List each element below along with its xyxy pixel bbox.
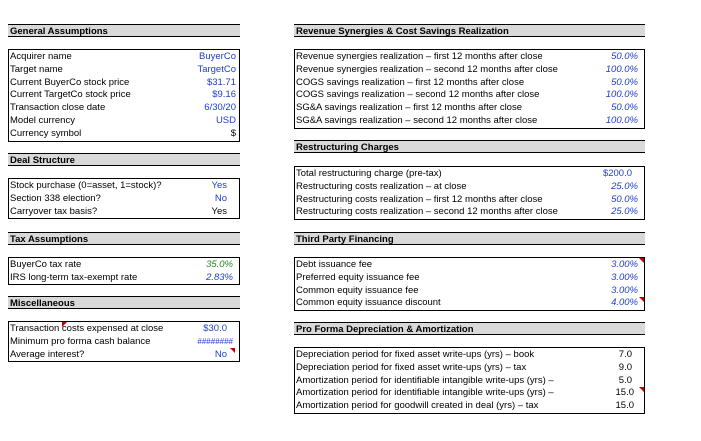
table-row[interactable]: Total restructuring charge (pre-tax) $200.0 (296, 168, 632, 179)
table-row[interactable]: Revenue synergies realization – first 12 months after close 50.0% (296, 51, 638, 62)
table-row[interactable]: Restructuring costs realization – at close 25.0% (296, 180, 638, 192)
table-row[interactable]: Minimum pro forma cash balance ######## (10, 335, 233, 347)
cell-value[interactable]: ######## (197, 336, 233, 346)
table-row[interactable]: COGS savings realization – second 12 months after close 100.0% (296, 89, 638, 101)
cell-value[interactable]: BuyerCo (199, 51, 236, 62)
cell-value[interactable]: 50.0% (611, 51, 638, 62)
cell-value[interactable]: USD (215, 115, 236, 126)
comment-indicator-icon[interactable] (230, 348, 235, 353)
cell-value[interactable]: 100.0% (605, 89, 638, 101)
table-row[interactable]: IRS long-term tax-exempt rate 2.83% (10, 271, 233, 283)
cell-value[interactable]: No (214, 192, 227, 204)
cell-value[interactable]: $200.0 (602, 168, 632, 179)
table-row[interactable]: Carryover tax basis? Yes (10, 205, 227, 217)
table-row[interactable]: Target name TargetCo (10, 63, 236, 75)
cell-value[interactable]: 7.0 (618, 349, 632, 360)
comment-indicator-icon[interactable] (639, 258, 644, 263)
cell-value[interactable]: 3.00% (611, 259, 638, 270)
table-row[interactable]: Average interest? No (10, 348, 227, 360)
cell-value[interactable]: $31.71 (206, 76, 236, 88)
table-row[interactable]: Depreciation period for fixed asset write-ups (yrs) – tax 9.0 (296, 361, 632, 373)
table-row[interactable]: Depreciation period for fixed asset write-ups (yrs) – book 7.0 (296, 349, 632, 360)
cell-value[interactable]: No (214, 348, 227, 360)
table-row[interactable]: Current TargetCo stock price $9.16 (10, 89, 236, 101)
table-row[interactable]: Restructuring costs realization – first 12 months after close 50.0% (296, 193, 638, 205)
table-row[interactable]: Section 338 election? No (10, 192, 227, 204)
table-row[interactable]: Restructuring costs realization – second 12 months after close 25.0% (296, 206, 638, 218)
restructuring-box (294, 166, 645, 220)
cell-value[interactable]: 100.0% (605, 115, 638, 126)
general-assumptions-header: General Assumptions (8, 24, 240, 37)
table-row[interactable]: Acquirer name BuyerCo (10, 51, 236, 62)
cell-value[interactable]: 15.0 (615, 400, 634, 412)
cell-value[interactable]: 50.0% (611, 102, 638, 114)
cell-value[interactable]: 15.0 (615, 387, 634, 399)
synergies-box (294, 49, 645, 129)
table-row[interactable]: Common equity issuance discount 4.00% (296, 297, 638, 309)
table-row[interactable]: COGS savings realization – first 12 months after close 50.0% (296, 76, 638, 88)
cell-value[interactable]: 35.0% (206, 259, 233, 270)
table-row[interactable]: Model currency USD (10, 115, 236, 126)
comment-indicator-icon[interactable] (639, 387, 644, 392)
cell-value[interactable]: 6/30/20 (204, 102, 236, 114)
financing-box (294, 257, 645, 311)
cell-value[interactable]: $9.16 (212, 89, 236, 101)
cell-value[interactable]: 50.0% (611, 193, 638, 205)
cell-value[interactable]: $30.0 (203, 323, 227, 334)
miscellaneous-box (8, 321, 240, 362)
table-row[interactable]: Transaction costs expensed at close $30.0 (10, 323, 227, 334)
general-assumptions-box (8, 49, 240, 142)
cell-value[interactable]: 4.00% (611, 297, 638, 309)
table-row[interactable]: Amortization period for goodwill created in deal (yrs) – tax 15.0 (296, 400, 634, 412)
cell-value[interactable]: 5.0 (618, 374, 632, 386)
cell-value[interactable]: 9.0 (618, 361, 632, 373)
restructuring-header: Restructuring Charges (294, 140, 645, 153)
cell-value[interactable]: Yes (211, 205, 227, 217)
comment-indicator-icon[interactable] (62, 322, 67, 327)
cell-value[interactable]: 2.83% (206, 271, 233, 283)
cell-value[interactable]: TargetCo (197, 63, 236, 75)
miscellaneous-header: Miscellaneous (8, 296, 240, 309)
table-row[interactable]: Current BuyerCo stock price $31.71 (10, 76, 236, 88)
cell-value[interactable]: 100.0% (605, 63, 638, 75)
synergies-header: Revenue Synergies & Cost Savings Realization (294, 24, 645, 37)
table-row[interactable]: Common equity issuance fee 3.00% (296, 284, 638, 296)
cell-value[interactable]: 3.00% (611, 271, 638, 283)
cell-value[interactable]: 25.0% (611, 180, 638, 192)
table-row[interactable]: Stock purchase (0=asset, 1=stock)? Yes (10, 180, 227, 191)
comment-indicator-icon[interactable] (639, 297, 644, 302)
cell-value[interactable]: $ (230, 127, 236, 139)
table-row[interactable]: Amortization period for identifiable intangible write-ups (yrs) – 15.0 (296, 387, 634, 399)
table-row[interactable]: Revenue synergies realization – second 12 months after close 100.0% (296, 63, 638, 75)
cell-value[interactable]: Yes (211, 180, 227, 191)
table-row[interactable]: BuyerCo tax rate 35.0% (10, 259, 233, 270)
cell-value[interactable]: 25.0% (611, 206, 638, 218)
depreciation-amortization-box (294, 347, 645, 414)
table-row[interactable]: Currency symbol $ (10, 127, 236, 139)
table-row[interactable]: Transaction close date 6/30/20 (10, 102, 236, 114)
table-row[interactable]: Debt issuance fee 3.00% (296, 259, 638, 270)
depreciation-amortization-header: Pro Forma Depreciation & Amortization (294, 322, 645, 335)
table-row[interactable]: SG&A savings realization – second 12 months after close 100.0% (296, 115, 638, 126)
deal-structure-header: Deal Structure (8, 153, 240, 166)
financing-header: Third Party Financing (294, 232, 645, 245)
deal-structure-box (8, 178, 240, 219)
tax-assumptions-header: Tax Assumptions (8, 232, 240, 245)
cell-value[interactable]: 50.0% (611, 76, 638, 88)
table-row[interactable]: Preferred equity issuance fee 3.00% (296, 271, 638, 283)
table-row[interactable]: SG&A savings realization – first 12 months after close 50.0% (296, 102, 638, 114)
tax-assumptions-box (8, 257, 240, 285)
table-row[interactable]: Amortization period for identifiable intangible write-ups (yrs) – 5.0 (296, 374, 632, 386)
cell-value[interactable]: 3.00% (611, 284, 638, 296)
